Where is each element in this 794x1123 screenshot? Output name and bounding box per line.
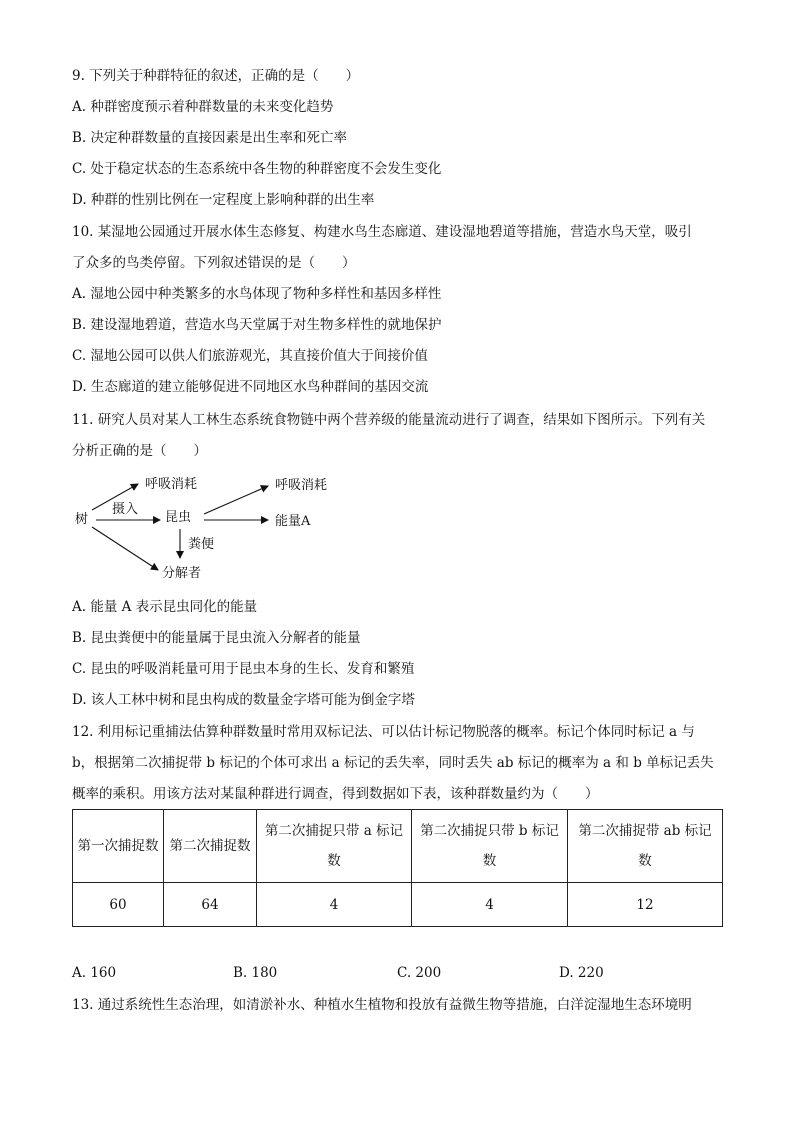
table-header-cell: 第一次捕捉数 — [73, 810, 164, 883]
arrow-insect-to-respiration — [204, 486, 268, 514]
q13-stem-line1: 13. 通过系统性生态治理，如清淤补水、种植水生植物和投放有益微生物等措施，白洋淀湿地生态环境明 — [72, 997, 692, 1013]
q12-option-c: C. 200 — [397, 965, 442, 981]
table-header-row — [73, 810, 723, 883]
q10-option-d: D. 生态廊道的建立能够促进不同地区水鸟种群间的基因交流 — [72, 379, 429, 395]
node-respiration-1: 呼吸消耗 — [145, 477, 198, 492]
table-cell: 12 — [568, 883, 723, 927]
table-header-cell: 第二次捕捉只带 b 标记数 — [412, 810, 568, 883]
table-header-cell: 第二次捕捉只带 a 标记数 — [257, 810, 412, 883]
node-decomposer: 分解者 — [162, 566, 202, 581]
table-cell: 64 — [164, 883, 257, 927]
node-insect: 昆虫 — [165, 510, 192, 525]
q12-option-b: B. 180 — [233, 965, 278, 981]
q9-option-a: A. 种群密度预示着种群数量的未来变化趋势 — [72, 99, 334, 115]
q11-option-a: A. 能量 A 表示昆虫同化的能量 — [72, 599, 258, 615]
q12-option-d: D. 220 — [559, 965, 604, 981]
table-cell: 4 — [257, 883, 412, 927]
table-row — [73, 883, 723, 927]
q12-stem-line3: 概率的乘积。用该方法对某鼠种群进行调查，得到数据如下表，该种群数量约为（ ） — [72, 786, 599, 802]
q9-stem: 9. 下列关于种群特征的叙述，正确的是（ ） — [72, 68, 360, 84]
capture-data-table — [72, 809, 723, 927]
q12-stem-line1: 12. 利用标记重捕法估算种群数量时常用双标记法、可以估计标记物脱落的概率。标记个体同时标记 a 与 — [72, 724, 695, 740]
arrow-tree-to-decomposer — [92, 527, 158, 570]
table-cell: 60 — [73, 883, 164, 927]
node-respiration-2: 呼吸消耗 — [275, 478, 328, 493]
label-intake: 摄入 — [112, 502, 139, 517]
q9-option-b: B. 决定种群数量的直接因素是出生率和死亡率 — [72, 130, 348, 146]
table-header-cell: 第二次捕捉数 — [164, 810, 257, 883]
q12-stem-line2: b，根据第二次捕捉带 b 标记的个体可求出 a 标记的丢失率，同时丢失 ab 标记的概率为 a 和 b 单标记丢失 — [72, 755, 714, 771]
label-feces: 粪便 — [188, 537, 215, 552]
q11-option-d: D. 该人工林中树和昆虫构成的数量金字塔可能为倒金字塔 — [72, 692, 415, 708]
table-cell: 4 — [412, 883, 568, 927]
q11-stem-line1: 11. 研究人员对某人工林生态系统食物链中两个营养级的能量流动进行了调查，结果如下图所示。下列有关 — [72, 412, 706, 428]
q10-option-b: B. 建设湿地碧道，营造水鸟天堂属于对生物多样性的就地保护 — [72, 317, 442, 333]
node-tree: 树 — [75, 512, 89, 527]
node-energy-a: 能量A — [275, 514, 311, 529]
q9-option-d: D. 种群的性别比例在一定程度上影响种群的出生率 — [72, 192, 375, 208]
table-header-cell: 第二次捕捉带 ab 标记数 — [568, 810, 723, 883]
q9-option-c: C. 处于稳定状态的生态系统中各生物的种群密度不会发生变化 — [72, 161, 442, 177]
q12-options — [72, 963, 722, 983]
q10-option-c: C. 湿地公园可以供人们旅游观光，其直接价值大于间接价值 — [72, 348, 428, 364]
q10-option-a: A. 湿地公园中种类繁多的水鸟体现了物种多样性和基因多样性 — [72, 286, 442, 302]
q12-option-a: A. 160 — [72, 965, 117, 981]
q10-stem-line2: 了众多的鸟类停留。下列叙述错误的是（ ） — [72, 255, 356, 271]
energy-flow-diagram — [72, 470, 372, 585]
q11-option-c: C. 昆虫的呼吸消耗量可用于昆虫本身的生长、发育和繁殖 — [72, 661, 415, 677]
q11-option-b: B. 昆虫粪便中的能量属于昆虫流入分解者的能量 — [72, 630, 361, 646]
q10-stem-line1: 10. 某湿地公园通过开展水体生态修复、构建水鸟生态廊道、建设湿地碧道等措施，营造水鸟天堂，吸引 — [72, 224, 692, 240]
q11-stem-line2: 分析正确的是（ ） — [72, 443, 207, 459]
